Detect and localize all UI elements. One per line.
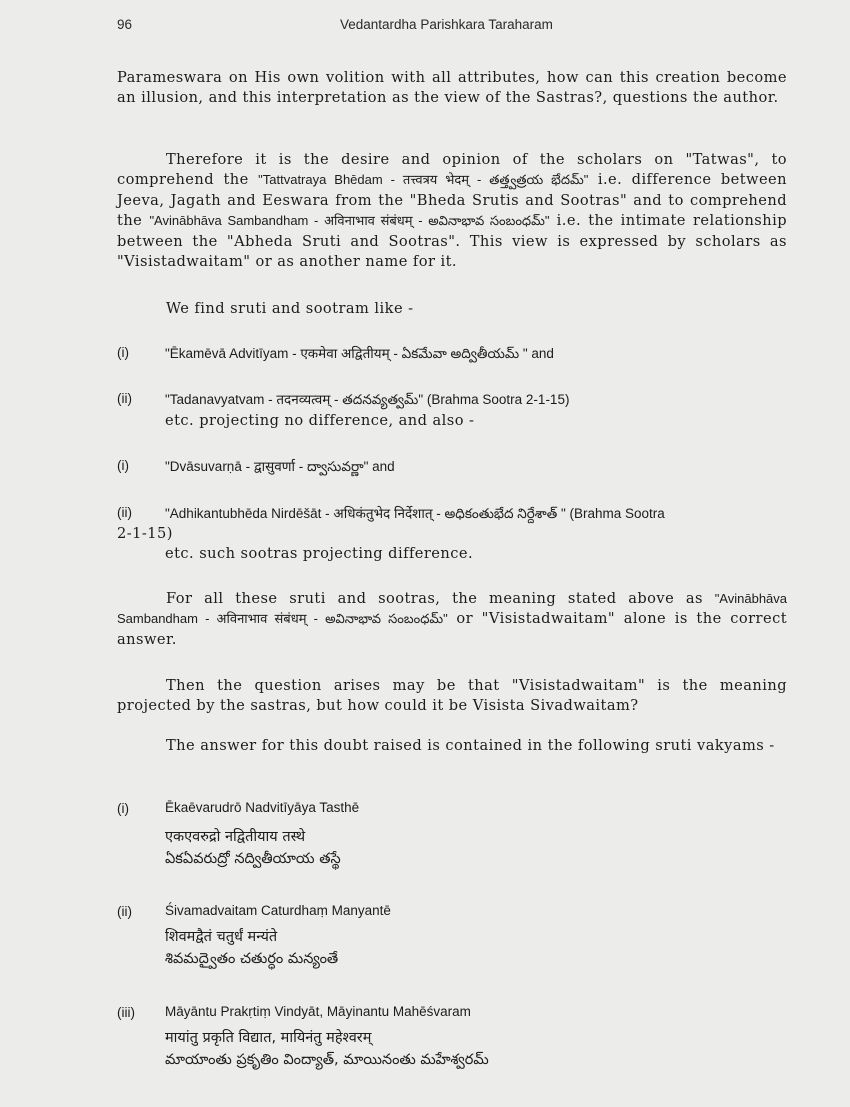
paragraph-2-text-a: Therefore it is the desire and opinion of the scholars on "Tatwas", to comprehend the xyxy=(117,151,787,189)
verse-1-transliteration: Ēkaēvarudrō Nadvitīyāya Tasthē xyxy=(165,800,360,815)
difference-note: etc. such sootras projecting difference. xyxy=(165,545,474,562)
verse-3-telugu: మాయాంతు ప్రకృతిం వింద్యాత్, మాయినంతు మహేశ్వరమ్ xyxy=(165,1052,489,1068)
paragraph-3: We find sruti and sootram like - xyxy=(166,300,414,317)
paragraph-4 xyxy=(117,589,787,650)
paragraph-2-text-e: i.e. the intimate relationship between the "Abheda Sruti and Sootras". This view is expressed by scholars as "Visistadwaitam" or as another name for it. xyxy=(117,212,788,271)
sruti-dvasuvarna: "Dvāsuvarṇā - द्वासुवर्णा - ద్వాసువర్ణా" and xyxy=(165,459,395,474)
list-label-ii-2: (ii) xyxy=(117,505,132,520)
verse-3-transliteration: Māyāntu Prakṛtiṃ Vindyāt, Māyinantu Mahēśvaram xyxy=(165,1004,471,1019)
list-label-i: (i) xyxy=(117,345,129,360)
verse-label-ii: (ii) xyxy=(117,904,132,919)
paragraph-2-text-c: i.e. difference between Jeeva, Jagath and Eeswara from the "Bheda Srutis and Sootras" and to comprehend the xyxy=(117,171,787,230)
paragraph-6: The answer for this doubt raised is contained in the following sruti vakyams - xyxy=(166,737,775,754)
sootra-adhikantubheda: "Adhikantubhēda Nirdēšāt - अधिकंतुभेद निर्देशात् - అధికంతుభేద నిర్దేశాత్ " (Brahma Sootra xyxy=(165,506,665,521)
paragraph-4-term-avinabhava: "Avinābhāva Sambandham - अविनाभाव संबंधम् - అవినాభావ సంబంధమ్" xyxy=(117,591,788,627)
verse-1-devanagari: एकएवरुद्रो नद्वितीयाय तस्थे xyxy=(165,829,306,845)
paragraph-2-term-tattvatraya: "Tattvatraya Bhēdam - तत्त्वत्रय भेदम् - తత్త్వత్రయ భేదమ్" xyxy=(258,172,589,188)
list-label-i-2: (i) xyxy=(117,458,129,473)
paragraph-4-text-c: or "Visistadwaitam" alone is the correct answer. xyxy=(117,610,788,648)
paragraph-4-text-a: For all these sruti and sootras, the meaning stated above as xyxy=(166,590,703,607)
verse-label-iii: (iii) xyxy=(117,1005,135,1020)
sruti-ekameva: "Ēkamēvā Advitīyam - एकमेवा अद्वितीयम् - ఏకమేవా అద్వితీయమ్ " and xyxy=(165,346,554,361)
no-difference-note: etc. projecting no difference, and also - xyxy=(165,412,475,429)
verse-1-telugu: ఏకఏవరుద్రో నద్వితీయాయ తస్థే xyxy=(165,851,341,867)
verse-3-devanagari: मायांतु प्रकृति विद्यात, मायिनंतु महेश्वरम् xyxy=(165,1030,372,1046)
sootra-reference-wrap: 2-1-15) xyxy=(117,525,173,542)
verse-2-telugu: శివమద్వైతం చతుర్ధం మన్యంతే xyxy=(165,951,339,967)
paragraph-1: Parameswara on His own volition with all attributes, how can this creation become an illusion, and this interpretation as the view of the Sastras?, questions the author. xyxy=(117,69,787,107)
verse-2-devanagari: शिवमद्वैतं चतुर्धं मन्यंते xyxy=(165,929,278,945)
running-header-title: Vedantardha Parishkara Taraharam xyxy=(340,17,553,32)
verse-2-transliteration: Śivamadvaitam Caturdhaṃ Manyantē xyxy=(165,903,391,918)
paragraph-2-term-avinabhava: "Avinābhāva Sambandham - अविनाभाव संबंधम् - అవినాభావ సంబంధమ్" xyxy=(149,213,550,229)
sootra-tadanavyatvam: "Tadanavyatvam - तदनव्यत्वम् - తదనవ్యత్వమ్" (Brahma Sootra 2-1-15) xyxy=(165,392,570,407)
paragraph-2 xyxy=(117,150,787,272)
paragraph-5: Then the question arises may be that "Visistadwaitam" is the meaning projected by the sastras, but how could it be Visista Sivadwaitam? xyxy=(117,677,787,715)
page-number: 96 xyxy=(117,17,133,32)
verse-label-i: (i) xyxy=(117,801,129,816)
list-label-ii: (ii) xyxy=(117,391,132,406)
